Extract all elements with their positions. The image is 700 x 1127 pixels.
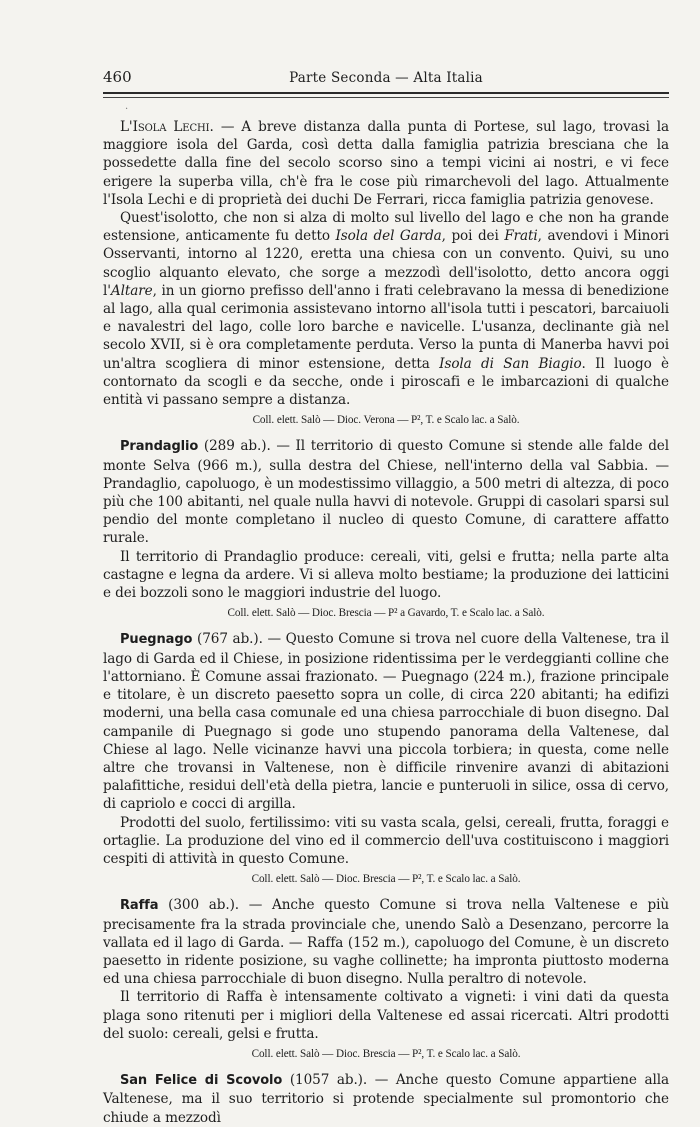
entry-heading: San Felice di Scovolo [120, 1073, 283, 1089]
page-number: 460 [103, 68, 132, 86]
reference-line: Coll. elett. Salò — Dioc. Brescia — P², T. e Scalo lac. a Salò. [251, 873, 521, 886]
entry-san-felice-p1: San Felice di Scovolo (1057 ab.). — Anche questo Comune appartiene alla Valtenese, ma il suo territorio si protende specialmente sul promontorio che chiude a mezzodì [103, 1072, 669, 1126]
entry-isola-lechi-p2: Quest'isolotto, che non si alza di molto sul livello del lago e che non ha grande estensione, anticamente fu detto Isola del Garda, poi dei Frati, avendovi i Minori Osservanti, intorno al 1220, eretta una chiesa con un convento. Quivi, su uno scoglio alquanto elevato, che sorge a mezzodì dell'isolotto, detto ancora oggi l'Altare, in un giorno prefisso dell'anno i frati celebravano la messa di benedizione al lago, alla qual cerimonia assistevano intorno all'isola tutti i pescatori, barcaiuoli e navalestri del lago, colle loro barche e navicelle. L'usanza, declinante già nel secolo XVII, si è ora completamente perduta. Verso la punta di Manerba havvi poi un'altra scogliera di minor estensione, detta Isola di San Biagio. Il luogo è contornato da scogli e da secche, onde i piroscafi e le imbarcazioni di qualche entità vi passano sempre a distanza. [103, 210, 669, 409]
entry-raffa-p1: Raffa (300 ab.). — Anche questo Comune si trova nella Valtenese e più precisamente fra la strada provinciale che, unendo Salò a Desenzano, percorre la vallata ed il lago di Garda. — Raffa (152 m.), capoluogo del Comune, è un discreto paesetto in ridente posizione, su vaghe collinette; ha impronta piuttosto moderna ed una chiesa parrocchiale di buon disegno. Nulla peraltro di notevole. [103, 897, 669, 988]
entry-isola-lechi-p1: L'Isola Lechi. — A breve distanza dalla punta di Portese, sul lago, trovasi la maggiore isola del Garda, così detta dalla famiglia patrizia bresciana che la possedette dalla fine del secolo scorso sino a tempi vicini ai nostri, e vi fece erigere la superba villa, ch'è fra le cose più rimarchevoli del lago. Attualmente l'Isola Lechi e di proprietà dei duchi De Ferrari, ricca famiglia patrizia genovese. [103, 119, 670, 208]
entry-heading: Puegnago [120, 632, 193, 648]
header-rule-thick [103, 92, 669, 94]
entry-heading: Raffa [120, 898, 159, 914]
entry-prandaglio-p1: Prandaglio (289 ab.). — Il territorio di questo Comune si stende alle falde del monte Selva (966 m.), sulla destra del Chiese, nell'interno della val Sabbia. — Prandaglio, capoluogo, è un modestissimo villaggio, a 500 metri di altezza, di poco più che 100 abitanti, nel quale nulla havvi di notevole. Gruppi di casolari sparsi sul pendio del monte completano il nucleo di questo Comune, di carattere affatto rurale. [103, 438, 669, 547]
running-title: Parte Seconda — Alta Italia [289, 70, 483, 86]
entry-prandaglio-p2: Il territorio di Prandaglio produce: cereali, viti, gelsi e frutta; nella parte alta castagne e legna da ardere. Vi si alleva molto bestiame; la produzione dei latticini e dei bozzoli sono le maggiori industrie del luogo. [103, 548, 669, 602]
entry-heading: L'Isola Lechi. [120, 119, 214, 135]
entry-heading: Prandaglio [120, 439, 199, 455]
entry-raffa-p2: Il territorio di Raffa è intensamente coltivato a vigneti: i vini dati da questa plaga sono ritenuti per i migliori della Valtenese ed assai ricercati. Altri prodotti del suolo: cereali, gelsi e frutta. [103, 989, 669, 1042]
reference-line: Coll. elett. Salò — Dioc. Brescia — P², T. e Scalo lac. a Salò. [251, 1047, 521, 1060]
print-speck: . [125, 101, 129, 112]
italic-place-name: Isola di San Biagio [439, 355, 582, 372]
header-rule-thin [103, 97, 669, 98]
entry-puegnago-p2: Prodotti del suolo, fertilissimo: viti su vasta scala, gelsi, cereali, frutta, foraggi e ortaglie. La produzione del vino ed il commercio dell'uva costituiscono i maggiori cespiti di attività in questo Comune. [103, 814, 669, 867]
page-body [103, 118, 669, 1127]
italic-place-name: Isola del Garda [335, 228, 442, 245]
page-header [103, 68, 669, 90]
entry-puegnago-p1: Puegnago (767 ab.). — Questo Comune si trova nel cuore della Valtenese, tra il lago di Garda ed il Chiese, in posizione ridentissima per le verdeggianti colline che l'attorniano. È Comune assai frazionato. — Puegnago (224 m.), frazione principale e titolare, è un discreto paesetto sopra un colle, di circa 220 abitanti; ha edifizi moderni, una bella casa comunale ed una chiesa parrocchiale di buon disegno. Dal campanile di Puegnago si gode uno stupendo panorama della Valtenese, dal Chiese al lago. Nelle vicinanze havvi una piccola torbiera; in questa, come nelle altre che trovansi in Valtenese, non è difficile rinvenire avanzi di abitazioni palafittiche, residui dell'età della pietra, lancie e punteruoli in silice, ossa di cervo, di capriolo e cocci di argilla. [103, 631, 669, 813]
reference-line: Coll. elett. Salò — Dioc. Verona — P², T. e Scalo lac. a Salò. [252, 414, 520, 427]
reference-line: Coll. elett. Salò — Dioc. Brescia — P² a Gavardo, T. e Scalo lac. a Salò. [227, 607, 545, 620]
italic-place-name: Altare [110, 282, 153, 299]
italic-place-name: Frati [504, 228, 538, 245]
